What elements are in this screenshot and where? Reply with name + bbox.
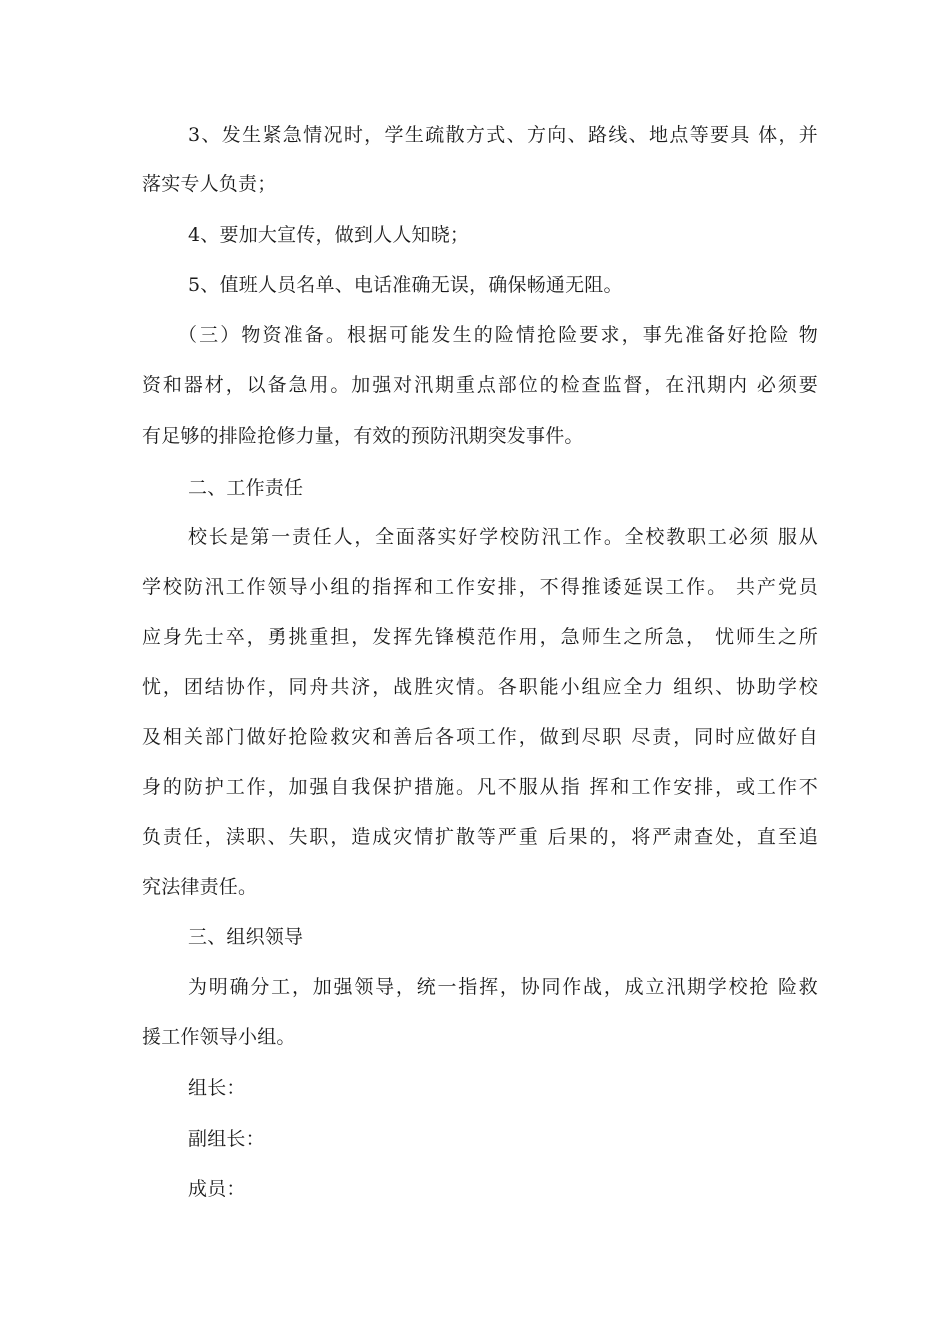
responsibility-line-7: 负责任，渎职、失职，造成灾情扩散等严重 后果的，将严肃查处，直至追	[142, 826, 818, 848]
members-label: 成员：	[188, 1178, 246, 1200]
responsibility-line-6: 身的防护工作，加强自我保护措施。凡不服从指 挥和工作安排，或工作不	[142, 776, 818, 798]
deputy-leader-label: 副组长：	[188, 1128, 265, 1150]
organization-line-2: 援工作领导小组。	[142, 1026, 296, 1048]
responsibility-line-1: 校长是第一责任人，全面落实好学校防汛工作。全校教职工必须 服从	[188, 526, 818, 548]
item-4-line: 4、要加大宣传，做到人人知晓；	[188, 224, 470, 246]
organization-line-1: 为明确分工，加强领导，统一指挥，协同作战，成立汛期学校抢 险救	[188, 976, 818, 998]
item-3-line-1: 3、发生紧急情况时，学生疏散方式、方向、路线、地点等要具 体，并	[188, 124, 818, 146]
responsibility-line-8: 究法律责任。	[142, 876, 258, 898]
responsibility-line-2: 学校防汛工作领导小组的指挥和工作安排，不得推诿延误工作。 共产党员	[142, 576, 818, 598]
item-3-line-2: 落实专人负责；	[142, 173, 277, 195]
material-prep-line-1: （三）物资准备。根据可能发生的险情抢险要求，事先准备好抢险 物	[178, 324, 818, 346]
heading-organization: 三、组织领导	[188, 926, 304, 948]
heading-responsibility: 二、工作责任	[188, 477, 304, 499]
responsibility-line-5: 及相关部门做好抢险救灾和善后各项工作，做到尽职 尽责，同时应做好自	[142, 726, 818, 748]
responsibility-line-3: 应身先士卒，勇挑重担，发挥先锋模范作用，急师生之所急， 忧师生之所	[142, 626, 818, 648]
leader-label: 组长：	[188, 1077, 246, 1099]
responsibility-line-4: 忧，团结协作，同舟共济，战胜灾情。各职能小组应全力 组织、协助学校	[142, 676, 818, 698]
material-prep-line-2: 资和器材，以备急用。加强对汛期重点部位的检查监督，在汛期内 必须要	[142, 374, 818, 396]
material-prep-line-3: 有足够的排险抢修力量，有效的预防汛期突发事件。	[142, 425, 584, 447]
item-5-line: 5、值班人员名单、电话准确无误，确保畅通无阻。	[188, 274, 623, 296]
